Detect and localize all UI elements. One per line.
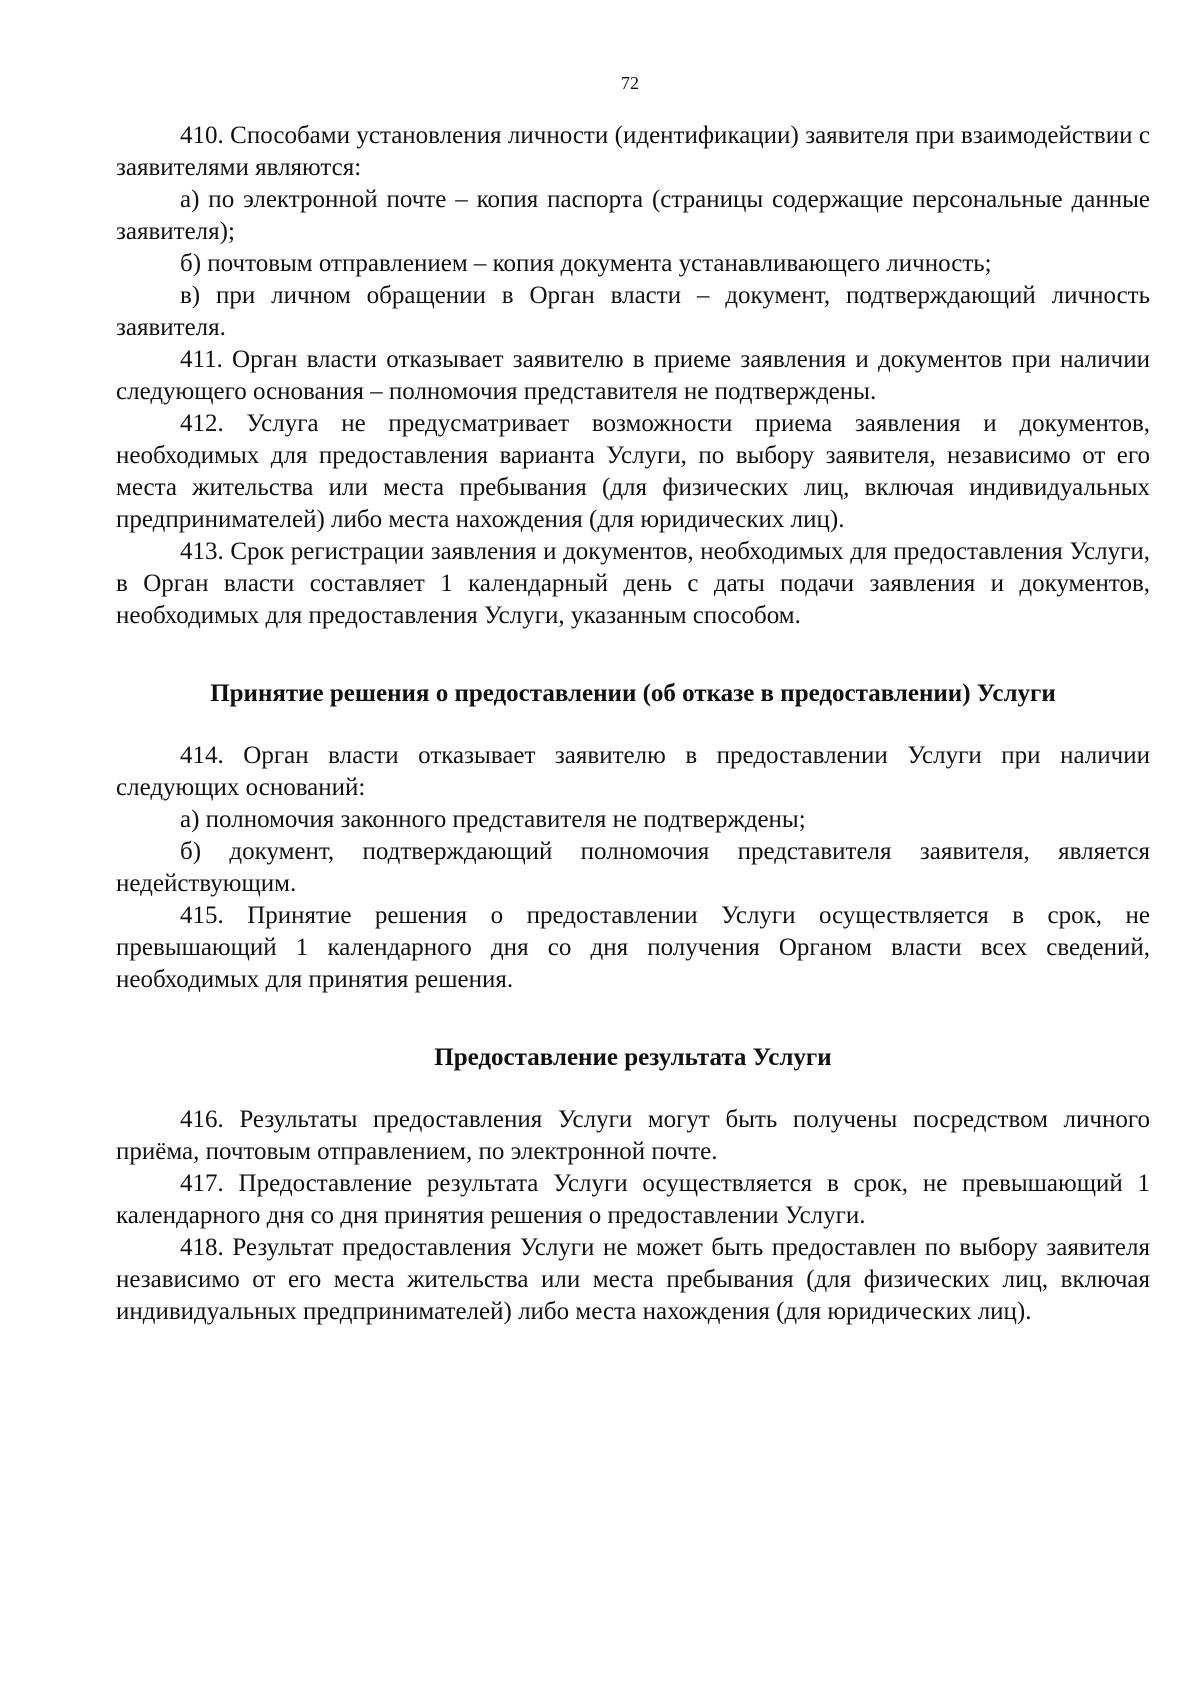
paragraph-410-b: б) почтовым отправлением – копия документа устанавливающего личность; — [180, 250, 992, 277]
paragraph-410-c: в) при личном обращении в Орган власти – документ, подтверждающий личность заявителя. — [116, 282, 1150, 341]
paragraph-414-a: а) полномочия законного представителя не подтверждены; — [180, 806, 806, 833]
document-body — [116, 120, 1150, 1328]
page-number: 72 — [621, 73, 639, 93]
paragraph-411: 411. Орган власти отказывает заявителю в приеме заявления и документов при наличии следующего основания – полномочия представителя не подтверждены. — [116, 346, 1150, 405]
paragraph-414: 414. Орган власти отказывает заявителю в предоставлении Услуги при наличии следующих оснований: — [116, 742, 1150, 801]
paragraph-414-b: б) документ, подтверждающий полномочия представителя заявителя, является недействующим. — [116, 838, 1150, 897]
paragraph-418: 418. Результат предоставления Услуги не может быть предоставлен по выбору заявителя независимо от его места жительства или места пребывания (для физических лиц, включая индивидуальных предпринимателей) либо места нахождения (для юридических лиц). — [116, 1234, 1150, 1325]
section-heading-decision: Принятие решения о предоставлении (об отказе в предоставлении) Услуги — [210, 680, 1056, 707]
paragraph-412: 412. Услуга не предусматривает возможности приема заявления и документов, необходимых для предоставления варианта Услуги, по выбору заявителя, независимо от его места жительства или места пребывания (для физических лиц, включая индивидуальных предпринимателей) либо места нахождения (для юридических лиц). — [116, 410, 1150, 533]
paragraph-410-a: а) по электронной почте – копия паспорта (страницы содержащие персональные данные заявителя); — [116, 186, 1150, 245]
paragraph-413: 413. Срок регистрации заявления и документов, необходимых для предоставления Услуги, в Орган власти составляет 1 календарный день с даты подачи заявления и документов, необходимых для предоставления Услуги, указанным способом. — [116, 538, 1150, 629]
paragraph-410: 410. Способами установления личности (идентификации) заявителя при взаимодействии с заявителями являются: — [116, 122, 1150, 181]
paragraph-416: 416. Результаты предоставления Услуги могут быть получены посредством личного приёма, почтовым отправлением, по электронной почте. — [116, 1106, 1150, 1165]
paragraph-417: 417. Предоставление результата Услуги осуществляется в срок, не превышающий 1 календарного дня со дня принятия решения о предоставлении Услуги. — [116, 1170, 1150, 1229]
paragraph-415: 415. Принятие решения о предоставлении Услуги осуществляется в срок, не превышающий 1 календарного дня со дня получения Органом власти всех сведений, необходимых для принятия решения. — [116, 902, 1150, 993]
section-heading-result: Предоставление результата Услуги — [434, 1044, 832, 1071]
